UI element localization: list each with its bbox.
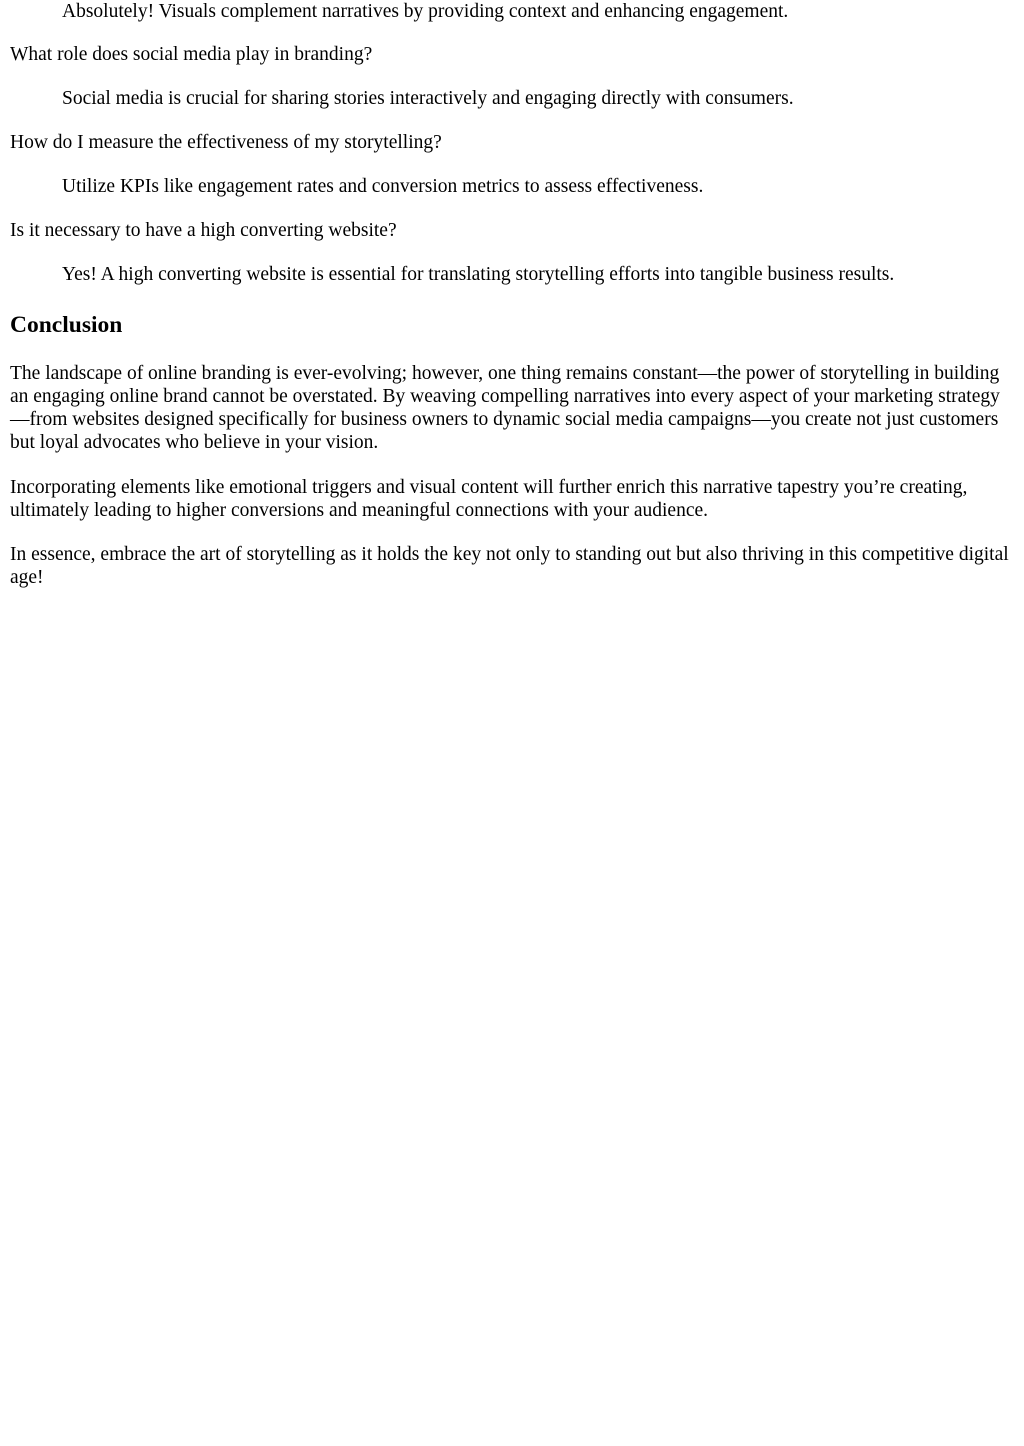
faq-question-website: Is it necessary to have a high converting website? — [10, 220, 397, 241]
faq-question-measure: How do I measure the effectiveness of my storytelling? — [10, 132, 442, 153]
conclusion-paragraph-1: The landscape of online branding is ever-evolving; however, one thing remains constant—the power of storytelling in building an engaging online brand cannot be overstated. By weaving compelling narratives into every aspect of your marketing strategy—from websites designed specifically for business owners to dynamic social media campaigns—you create not just customers but loyal advocates who believe in your vision. — [10, 363, 1000, 453]
faq-question-social-media: What role does social media play in branding? — [10, 44, 373, 65]
conclusion-paragraph-3: In essence, embrace the art of storytelling as it holds the key not only to standing out but also thriving in this competitive digital age! — [10, 544, 1009, 588]
faq-answer-visuals: Absolutely! Visuals complement narratives by providing context and enhancing engagement. — [62, 1, 789, 22]
faq-answer-social-media: Social media is crucial for sharing stories interactively and engaging directly with consumers. — [62, 88, 794, 109]
conclusion-paragraph-2: Incorporating elements like emotional triggers and visual content will further enrich this narrative tapestry you’re creating, ultimately leading to higher conversions and meaningful connections with your audience. — [10, 477, 968, 521]
conclusion-heading: Conclusion — [10, 312, 123, 338]
faq-answer-website: Yes! A high converting website is essential for translating storytelling efforts into tangible business results. — [62, 264, 895, 285]
faq-answer-measure: Utilize KPIs like engagement rates and conversion metrics to assess effectiveness. — [62, 176, 704, 197]
